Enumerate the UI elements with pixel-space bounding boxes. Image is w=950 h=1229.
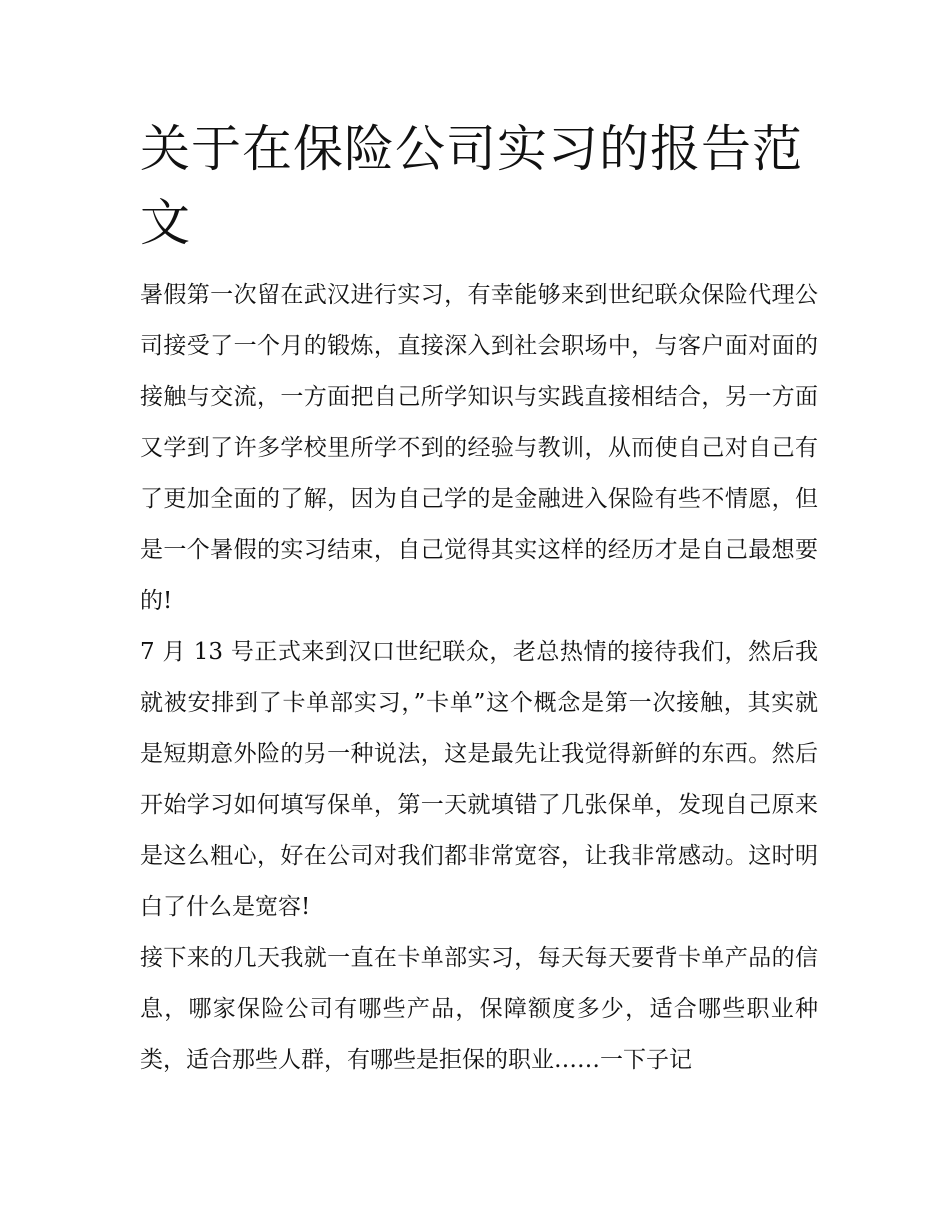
document-title: 关于在保险公司实习的报告范文: [140, 120, 803, 252]
paragraph: 7 月 13 号正式来到汉口世纪联众，老总热情的接待我们，然后我就被安排到了卡单部实习，”卡单”这个概念是第一次接触，其实就是短期意外险的另一种说法，这是最先让我觉得新鲜的东西。然后开始学习如何填写保单，第一天就填错了几张保单，发现自己原来是这么粗心，好在公司对我们都非常宽容，让我非常感动。这时明白了什么是宽容!: [140, 639, 818, 920]
paragraph: 暑假第一次留在武汉进行实习，有幸能够来到世纪联众保险代理公司接受了一个月的锻炼，直接深入到社会职场中，与客户面对面的接触与交流，一方面把自己所学知识与实践直接相结合，另一方面又学到了许多学校里所学不到的经验与教训，从而使自己对自己有了更加全面的了解，因为自己学的是金融进入保险有些不情愿，但是一个暑假的实习结束，自己觉得其实这样的经历才是自己最想要的!: [140, 282, 818, 614]
paragraph: 接下来的几天我就一直在卡单部实习，每天每天要背卡单产品的信息，哪家保险公司有哪些产品，保障额度多少，适合哪些职业种类，适合那些人群，有哪些是拒保的职业……一下子记: [140, 945, 818, 1073]
document-body: [140, 270, 818, 1086]
